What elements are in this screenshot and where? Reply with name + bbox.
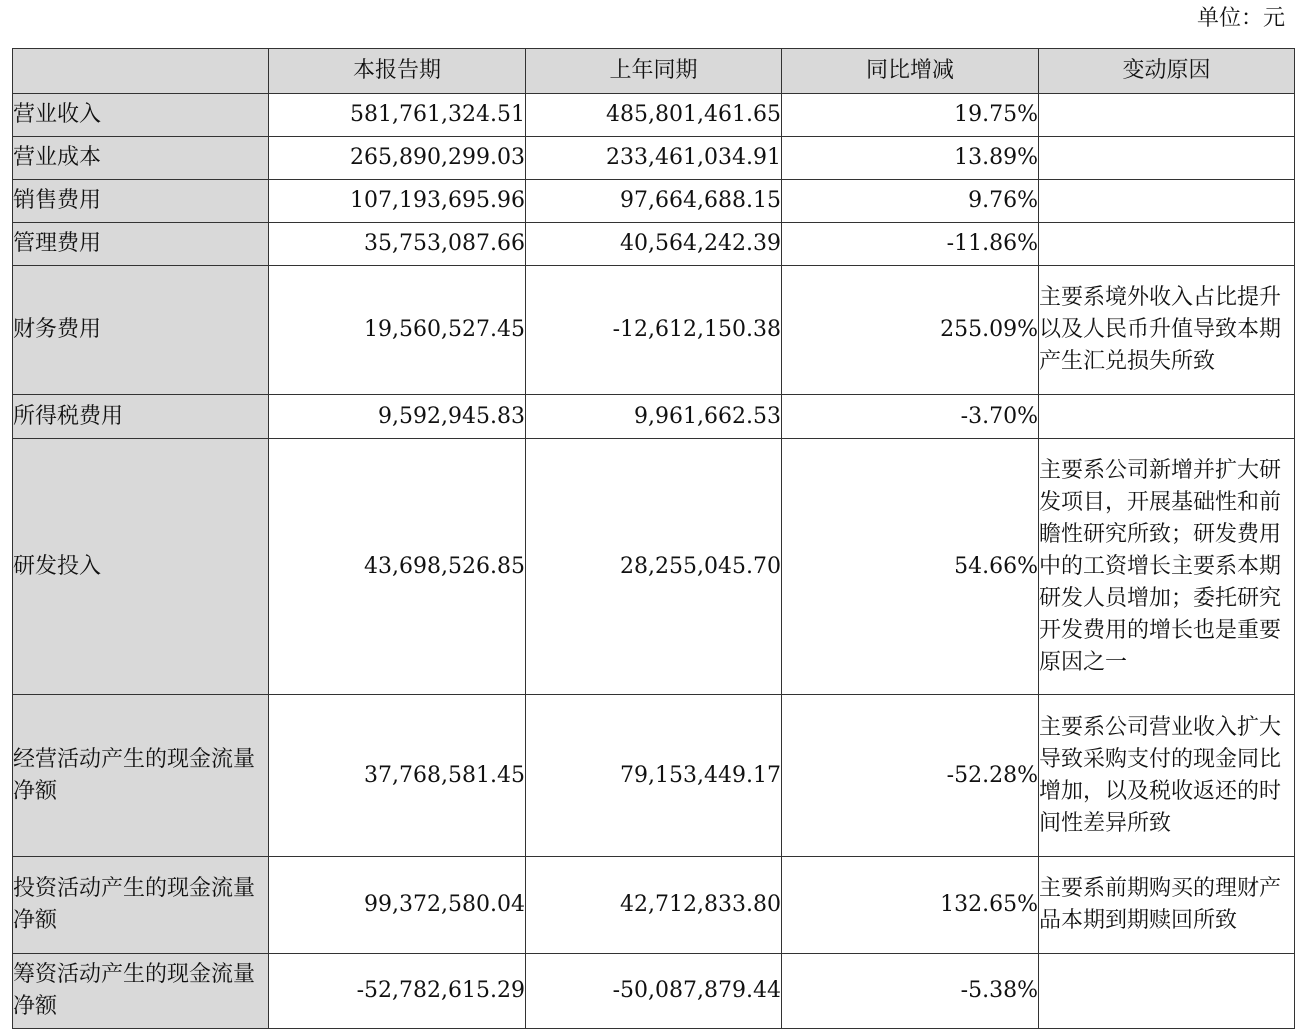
reason-text bbox=[1039, 94, 1295, 137]
reason-text bbox=[1039, 223, 1295, 266]
row-label: 所得税费用 bbox=[13, 395, 269, 439]
header-row bbox=[13, 49, 1295, 94]
change-value: 255.09% bbox=[782, 266, 1039, 395]
change-value: -52.28% bbox=[782, 695, 1039, 857]
current-value: 265,890,299.03 bbox=[269, 137, 526, 180]
change-value: -5.38% bbox=[782, 954, 1039, 1029]
header-change-reason: 变动原因 bbox=[1039, 49, 1295, 94]
current-value: 581,761,324.51 bbox=[269, 94, 526, 137]
reason-text: 主要系境外收入占比提升以及人民币升值导致本期产生汇兑损失所致 bbox=[1039, 266, 1295, 395]
prior-value: 97,664,688.15 bbox=[526, 180, 782, 223]
current-value: 99,372,580.04 bbox=[269, 857, 526, 954]
reason-text: 主要系前期购买的理财产品本期到期赎回所致 bbox=[1039, 857, 1295, 954]
reason-text: 主要系公司营业收入扩大导致采购支付的现金同比增加，以及税收返还的时间性差异所致 bbox=[1039, 695, 1295, 857]
reason-text bbox=[1039, 180, 1295, 223]
header-prior-period: 上年同期 bbox=[526, 49, 782, 94]
row-label: 经营活动产生的现金流量净额 bbox=[13, 695, 269, 857]
table-row bbox=[13, 94, 1295, 137]
row-label: 研发投入 bbox=[13, 439, 269, 695]
table-row bbox=[13, 223, 1295, 266]
current-value: 19,560,527.45 bbox=[269, 266, 526, 395]
header-yoy-change: 同比增减 bbox=[782, 49, 1039, 94]
change-value: 132.65% bbox=[782, 857, 1039, 954]
prior-value: 28,255,045.70 bbox=[526, 439, 782, 695]
current-value: 107,193,695.96 bbox=[269, 180, 526, 223]
current-value: 37,768,581.45 bbox=[269, 695, 526, 857]
prior-value: -12,612,150.38 bbox=[526, 266, 782, 395]
row-label: 销售费用 bbox=[13, 180, 269, 223]
current-value: 43,698,526.85 bbox=[269, 439, 526, 695]
change-value: 19.75% bbox=[782, 94, 1039, 137]
table-row bbox=[13, 266, 1295, 395]
table-row bbox=[13, 695, 1295, 857]
prior-value: 233,461,034.91 bbox=[526, 137, 782, 180]
prior-value: 42,712,833.80 bbox=[526, 857, 782, 954]
header-item bbox=[13, 49, 269, 94]
reason-text bbox=[1039, 395, 1295, 439]
current-value: 35,753,087.66 bbox=[269, 223, 526, 266]
header-current-period: 本报告期 bbox=[269, 49, 526, 94]
table-row bbox=[13, 857, 1295, 954]
row-label: 投资活动产生的现金流量净额 bbox=[13, 857, 269, 954]
row-label: 营业成本 bbox=[13, 137, 269, 180]
reason-text: 主要系公司新增并扩大研发项目，开展基础性和前瞻性研究所致；研发费用中的工资增长主要系本期研发人员增加；委托研究开发费用的增长也是重要原因之一 bbox=[1039, 439, 1295, 695]
current-value: 9,592,945.83 bbox=[269, 395, 526, 439]
change-value: 9.76% bbox=[782, 180, 1039, 223]
prior-value: -50,087,879.44 bbox=[526, 954, 782, 1029]
prior-value: 40,564,242.39 bbox=[526, 223, 782, 266]
row-label: 筹资活动产生的现金流量净额 bbox=[13, 954, 269, 1029]
change-value: -11.86% bbox=[782, 223, 1039, 266]
row-label: 管理费用 bbox=[13, 223, 269, 266]
prior-value: 79,153,449.17 bbox=[526, 695, 782, 857]
reason-text bbox=[1039, 137, 1295, 180]
table-row bbox=[13, 180, 1295, 223]
table-row bbox=[13, 439, 1295, 695]
table-row bbox=[13, 954, 1295, 1029]
change-value: -3.70% bbox=[782, 395, 1039, 439]
unit-label: 单位：元 bbox=[1196, 6, 1285, 31]
table-row bbox=[13, 395, 1295, 439]
current-value: -52,782,615.29 bbox=[269, 954, 526, 1029]
table-row bbox=[13, 137, 1295, 180]
prior-value: 485,801,461.65 bbox=[526, 94, 782, 137]
change-value: 13.89% bbox=[782, 137, 1039, 180]
prior-value: 9,961,662.53 bbox=[526, 395, 782, 439]
change-value: 54.66% bbox=[782, 439, 1039, 695]
reason-text bbox=[1039, 954, 1295, 1029]
row-label: 营业收入 bbox=[13, 94, 269, 137]
financial-table bbox=[12, 48, 1295, 1029]
row-label: 财务费用 bbox=[13, 266, 269, 395]
